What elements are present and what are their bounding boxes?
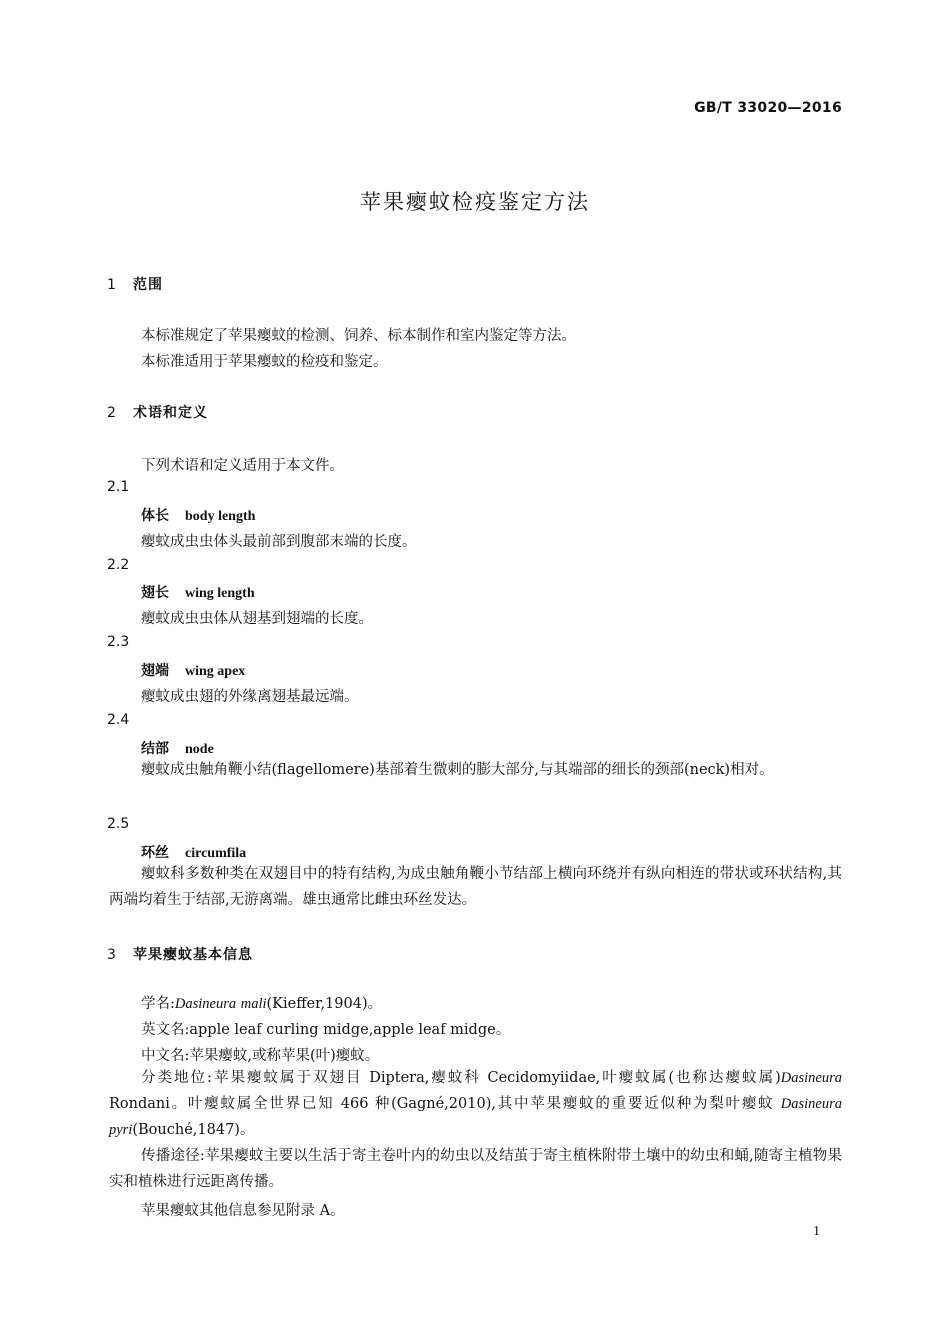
taxonomy-part2: Rondani。叶瘿蚊属全世界已知 466 种(Gagné,2010),其中苹果瘿蚊的重要近似种为梨叶瘿蚊 [109, 1096, 781, 1112]
term-en: node [185, 742, 214, 757]
term-zh: 体长 [141, 508, 169, 524]
scientific-name [141, 992, 382, 1013]
section-2-heading [107, 402, 208, 422]
standard-code: GB/T 33020—2016 [694, 100, 842, 116]
term-heading [141, 660, 245, 680]
transmission-paragraph: 传播途径:苹果瘿蚊主要以生活于寄主卷叶内的幼虫以及结茧于寄主植株附带土壤中的幼虫和蛹,随寄主植物果实和植株进行远距离传播。 [109, 1148, 842, 1190]
term-zh: 环丝 [141, 845, 169, 861]
section-3-heading [107, 944, 253, 964]
chinese-name: 中文名:苹果瘿蚊,或称苹果(叶)瘿蚊。 [141, 1048, 380, 1064]
taxonomy-part1: 分类地位:苹果瘿蚊属于双翅目 Diptera,瘿蚊科 Cecidomyiidae,叶瘿蚊属(也称达瘿蚊属) [141, 1070, 781, 1086]
scientific-name-genus: Dasineura [174, 996, 237, 1012]
section-number: 3 [107, 947, 116, 963]
term-number: 2.1 [107, 479, 130, 495]
term-definition: 瘿蚊成虫翅的外缘离翅基最远端。 [141, 689, 359, 705]
section-1-heading [107, 274, 163, 294]
term-number: 2.4 [107, 712, 130, 728]
section-number: 1 [107, 277, 116, 293]
term-number: 2.3 [107, 634, 130, 650]
term-heading [141, 842, 246, 862]
section-number: 2 [107, 405, 116, 421]
term-heading [141, 582, 255, 602]
scientific-name-species: mali [240, 996, 267, 1012]
term-definition: 瘿蚊成虫虫体从翅基到翅端的长度。 [141, 611, 373, 627]
document-title: 苹果瘿蚊检疫鉴定方法 [360, 190, 590, 214]
taxonomy-paragraph [109, 1065, 842, 1143]
other-info: 苹果瘿蚊其他信息参见附录 A。 [141, 1203, 345, 1219]
scope-paragraph: 本标准适用于苹果瘿蚊的检疫和鉴定。 [141, 354, 388, 370]
term-definition: 瘿蚊成虫虫体头最前部到腹部末端的长度。 [141, 534, 417, 550]
terms-intro: 下列术语和定义适用于本文件。 [141, 458, 344, 474]
english-name: 英文名:apple leaf curling midge,apple leaf midge。 [141, 1022, 511, 1038]
taxonomy-genus: Dasineura [780, 1070, 842, 1086]
term-zh: 翅端 [141, 663, 169, 679]
taxonomy-species: Dasineura pyri [109, 1096, 842, 1138]
term-number: 2.2 [107, 557, 130, 573]
term-definition: 瘿蚊科多数种类在双翅目中的特有结构,为成虫触角鞭小节结部上横向环绕并有纵向相连的带状或环状结构,其两端均着生于结部,无游离端。雄虫通常比雌虫环丝发达。 [109, 866, 842, 908]
section-title: 范围 [133, 277, 163, 293]
scientific-name-label: 学名: [141, 996, 175, 1012]
term-zh: 翅长 [141, 585, 169, 601]
page-number: 1 [813, 1224, 820, 1239]
term-heading [141, 738, 214, 758]
term-en: circumfila [185, 846, 247, 861]
term-heading [141, 505, 255, 525]
scientific-name-author: (Kieffer,1904)。 [266, 996, 383, 1012]
taxonomy-part3: (Bouché,1847)。 [132, 1122, 255, 1138]
term-en: body length [185, 509, 256, 524]
term-definition: 瘿蚊成虫触角鞭小结(flagellomere)基部着生微刺的膨大部分,与其端部的细长的颈部(neck)相对。 [141, 762, 774, 778]
term-zh: 结部 [141, 741, 169, 757]
term-number: 2.5 [107, 816, 130, 832]
term-en: wing apex [185, 664, 246, 679]
section-title: 苹果瘿蚊基本信息 [133, 947, 253, 963]
section-title: 术语和定义 [133, 405, 208, 421]
term-en: wing length [185, 586, 255, 601]
scope-paragraph: 本标准规定了苹果瘿蚊的检测、饲养、标本制作和室内鉴定等方法。 [141, 328, 576, 344]
